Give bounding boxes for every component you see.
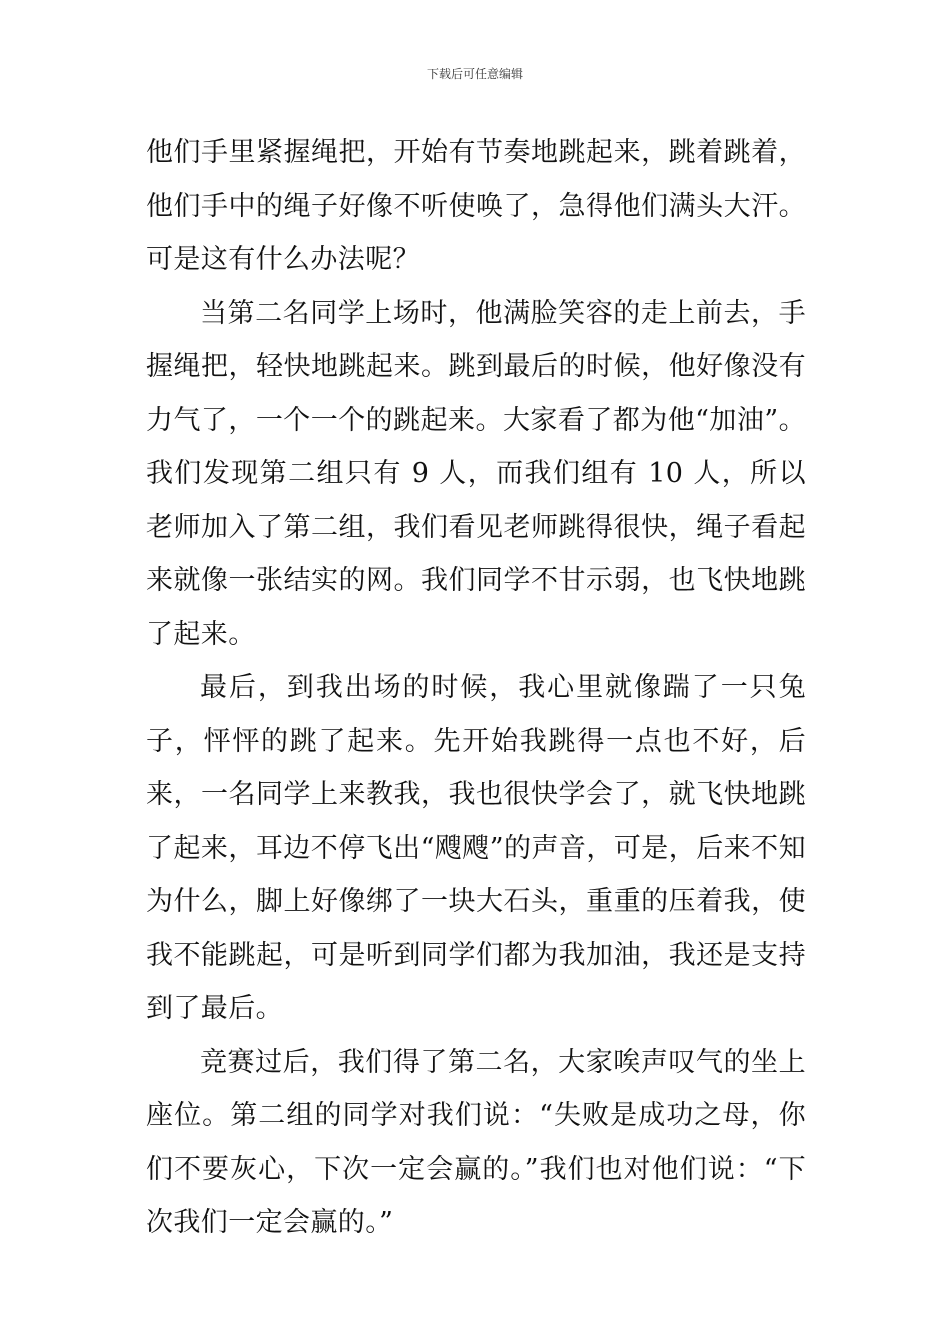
paragraph-1: 他们手里紧握绳把，开始有节奏地跳起来，跳着跳着，他们手中的绳子好像不听使唤了，急得他们满头大汗。可是这有什么办法呢？: [146, 137, 806, 275]
page-header: 下载后可任意编辑: [426, 67, 523, 81]
paragraph-3: 最后，到我出场的时候，我心里就像踹了一只兔子，怦怦的跳了起来。先开始我跳得一点也不好，后来，一名同学上来教我，我也很快学会了，就飞快地跳了起来，耳边不停飞出“飕飕”的声音，可是，后来不知为什么，脚上好像绑了一块大石头，重重的压着我，使我不能跳起，可是听到同学们都为我加油，我还是支持到了最后。: [146, 672, 806, 1024]
paragraph-4: 竞赛过后，我们得了第二名，大家唉声叹气的坐上座位。第二组的同学对我们说：“失败是成功之母，你们不要灰心，下次一定会赢的。”我们也对他们说：“下次我们一定会赢的。”: [146, 1046, 806, 1238]
document-body: [146, 126, 806, 1250]
paragraph-2: 当第二名同学上场时，他满脸笑容的走上前去，手握绳把，轻快地跳起来。跳到最后的时候，他好像没有力气了，一个一个的跳起来。大家看了都为他“加油”。我们发现第二组只有 9 人，而我们组有 10 人，所以老师加入了第二组，我们看见老师跳得很快，绳子看起来就像一张结实的网。我们同学不甘示弱，也飞快地跳了起来。: [146, 297, 806, 650]
